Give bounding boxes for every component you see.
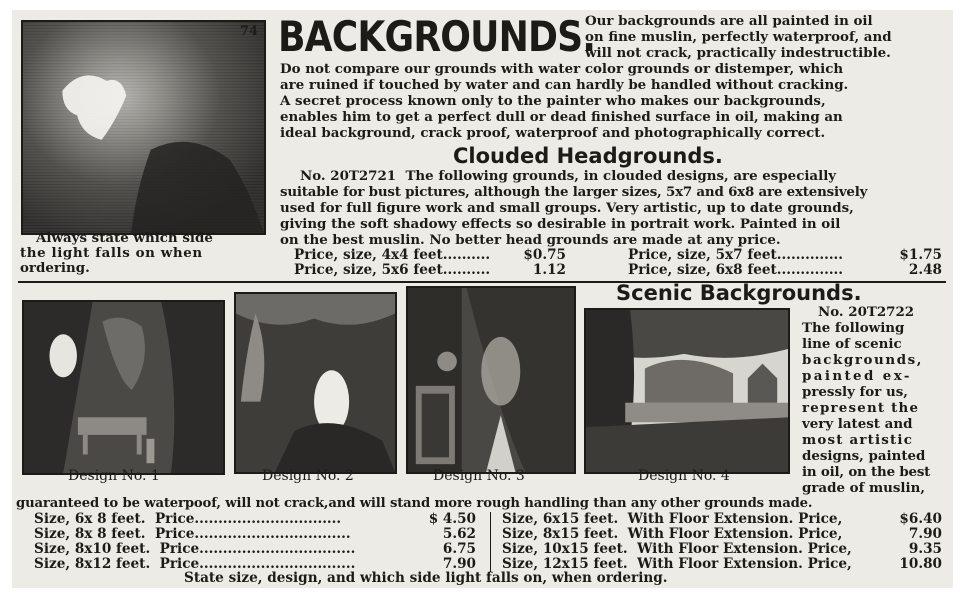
clouded-heading: Clouded Headgrounds. [453, 144, 723, 168]
scenic-guarantee: guaranteed to be waterpoof, will not crack,and will stand more rough handling than any other grounds made. [16, 496, 813, 511]
intro-right-2: on fine muslin, perfectly waterproof, and [585, 29, 892, 45]
intro-line-3: A secret process known only to the painter who makes our backgrounds, [280, 93, 826, 109]
design-2-art [236, 294, 395, 472]
scenic-side-8: most artistic [802, 432, 914, 448]
left-caption-line-2: the light falls on when [20, 245, 203, 261]
scenic-side-6: represent the [802, 400, 920, 416]
scenic-right-price-row-2 [502, 527, 942, 542]
clouded-para-line-4: giving the soft shadowy effects so desirable in portrait work. Painted in oil [280, 216, 841, 232]
clouded-price-value: 2.48 [908, 262, 942, 278]
scenic-side-11: grade of muslin, [802, 480, 926, 496]
scenic-left-price-row-3 [34, 542, 476, 557]
clouded-price-value: $0.75 [523, 247, 566, 263]
clouded-illustration-art [23, 22, 264, 233]
design-2-illustration [234, 292, 397, 474]
design-3-illustration [406, 286, 576, 474]
intro-line-1: Do not compare our grounds with water color grounds or distemper, which [280, 61, 844, 77]
design-2-caption: Design No. 2 [262, 468, 354, 484]
intro-line-2: are ruined if touched by water and can hardly be handled without cracking. [280, 77, 849, 93]
clouded-headground-illustration [21, 20, 266, 235]
scenic-side-10: in oil, on the best [802, 464, 931, 480]
scenic-side-9: designs, painted [802, 448, 926, 464]
intro-line-5: ideal background, crack proof, waterproof and photographically correct. [280, 125, 826, 141]
left-caption-line-1: Always state which side [36, 230, 213, 246]
scenic-price-value: 6.75 [442, 541, 476, 557]
scenic-side-4: painted ex- [802, 368, 912, 384]
scenic-price-value: $6.40 [899, 511, 942, 527]
design-3-caption: Design No. 3 [433, 468, 525, 484]
clouded-para-line-5: on the best muslin. No better head grounds are made at any price. [280, 232, 781, 248]
scenic-left-price-row-1 [34, 512, 476, 527]
scenic-price-value: 7.90 [442, 556, 476, 572]
clouded-price-label: Price, size, 4x4 feet.......... [294, 247, 491, 263]
design-4-illustration [584, 308, 790, 474]
scenic-price-value: $ 4.50 [428, 511, 476, 527]
scenic-heading: Scenic Backgrounds. [616, 281, 862, 305]
scenic-side-1: The following [802, 320, 905, 336]
clouded-price-row-1 [294, 248, 566, 263]
clouded-price-row-4 [628, 263, 942, 278]
footer-instruction: State size, design, and which side light falls on, when ordering. [184, 570, 668, 586]
scenic-price-value: 7.90 [908, 526, 942, 542]
clouded-price-value: 1.12 [532, 262, 566, 278]
clouded-price-row-2 [294, 263, 566, 278]
scenic-price-label: With Floor Extension. Price, [627, 511, 843, 527]
design-4-caption: Design No. 4 [638, 468, 730, 484]
design-1-illustration [22, 300, 225, 475]
scenic-size: Size, 8x15 feet. [502, 526, 619, 542]
scenic-right-price-row-3 [502, 542, 942, 557]
clouded-price-label: Price, size, 5x7 feet.............. [628, 247, 844, 263]
scenic-price-label: With Floor Extension. Price, [637, 556, 852, 572]
scenic-price-label: Price................................. [159, 541, 356, 557]
scenic-price-value: 9.35 [908, 541, 942, 557]
intro-line-4: enables him to get a perfect dull or dead finished surface in oil, making an [280, 109, 843, 125]
clouded-item-number: No. 20T2721 [300, 168, 397, 184]
clouded-para-line-1 [300, 169, 836, 185]
scenic-size: Size, 10x15 feet. [502, 541, 628, 557]
clouded-para-line-3: used for full figure work and small groups. Very artistic, up to date grounds, [280, 200, 854, 216]
scenic-side-7: very latest and [802, 416, 913, 432]
scenic-price-value: 5.62 [442, 526, 476, 542]
scenic-size: Size, 6x15 feet. [502, 511, 619, 527]
scenic-price-label: With Floor Extension. Price, [627, 526, 843, 542]
scenic-right-price-row-1 [502, 512, 942, 527]
design-1-art [24, 302, 223, 473]
design-1-caption: Design No. 1 [68, 468, 160, 484]
corner-mark: 74 [239, 24, 258, 39]
clouded-para-text-1: The following grounds, in clouded designs, are especially [405, 168, 837, 184]
scenic-side-2: line of scenic [802, 336, 902, 352]
scenic-price-value: 10.80 [899, 556, 942, 572]
clouded-price-label: Price, size, 5x6 feet.......... [294, 262, 491, 278]
clouded-price-value: $1.75 [899, 247, 942, 263]
clouded-price-label: Price, size, 6x8 feet.............. [628, 262, 844, 278]
intro-right-1: Our backgrounds are all painted in oil [585, 13, 873, 29]
price-column-divider [490, 512, 491, 572]
left-caption-line-3: ordering. [20, 260, 90, 276]
scenic-price-label: Price................................. [154, 526, 351, 542]
scenic-size: Size, 6x 8 feet. [34, 511, 146, 527]
scenic-item-number: No. 20T2722 [818, 304, 915, 320]
scenic-side-3: backgrounds, [802, 352, 924, 368]
scenic-price-label: With Floor Extension. Price, [637, 541, 852, 557]
scenic-size: Size, 8x 8 feet. [34, 526, 146, 542]
design-3-art [408, 288, 574, 472]
scenic-size: Size, 8x10 feet. [34, 541, 151, 557]
clouded-price-row-3 [628, 248, 942, 263]
scenic-size: Size, 12x15 feet. [502, 556, 628, 572]
clouded-para-line-2: suitable for bust pictures, although the larger sizes, 5x7 and 6x8 are extensively [280, 184, 868, 200]
scenic-side-5: pressly for us, [802, 384, 908, 400]
scenic-price-label: Price............................... [154, 511, 342, 527]
design-4-art [586, 310, 788, 472]
scenic-left-price-row-2 [34, 527, 476, 542]
page-title: BACKGROUNDS. [278, 12, 596, 61]
scenic-price-label: Price................................. [159, 556, 356, 572]
scenic-size: Size, 8x12 feet. [34, 556, 151, 572]
intro-right-3: will not crack, practically indestructible. [585, 45, 891, 61]
catalog-page [12, 10, 953, 588]
